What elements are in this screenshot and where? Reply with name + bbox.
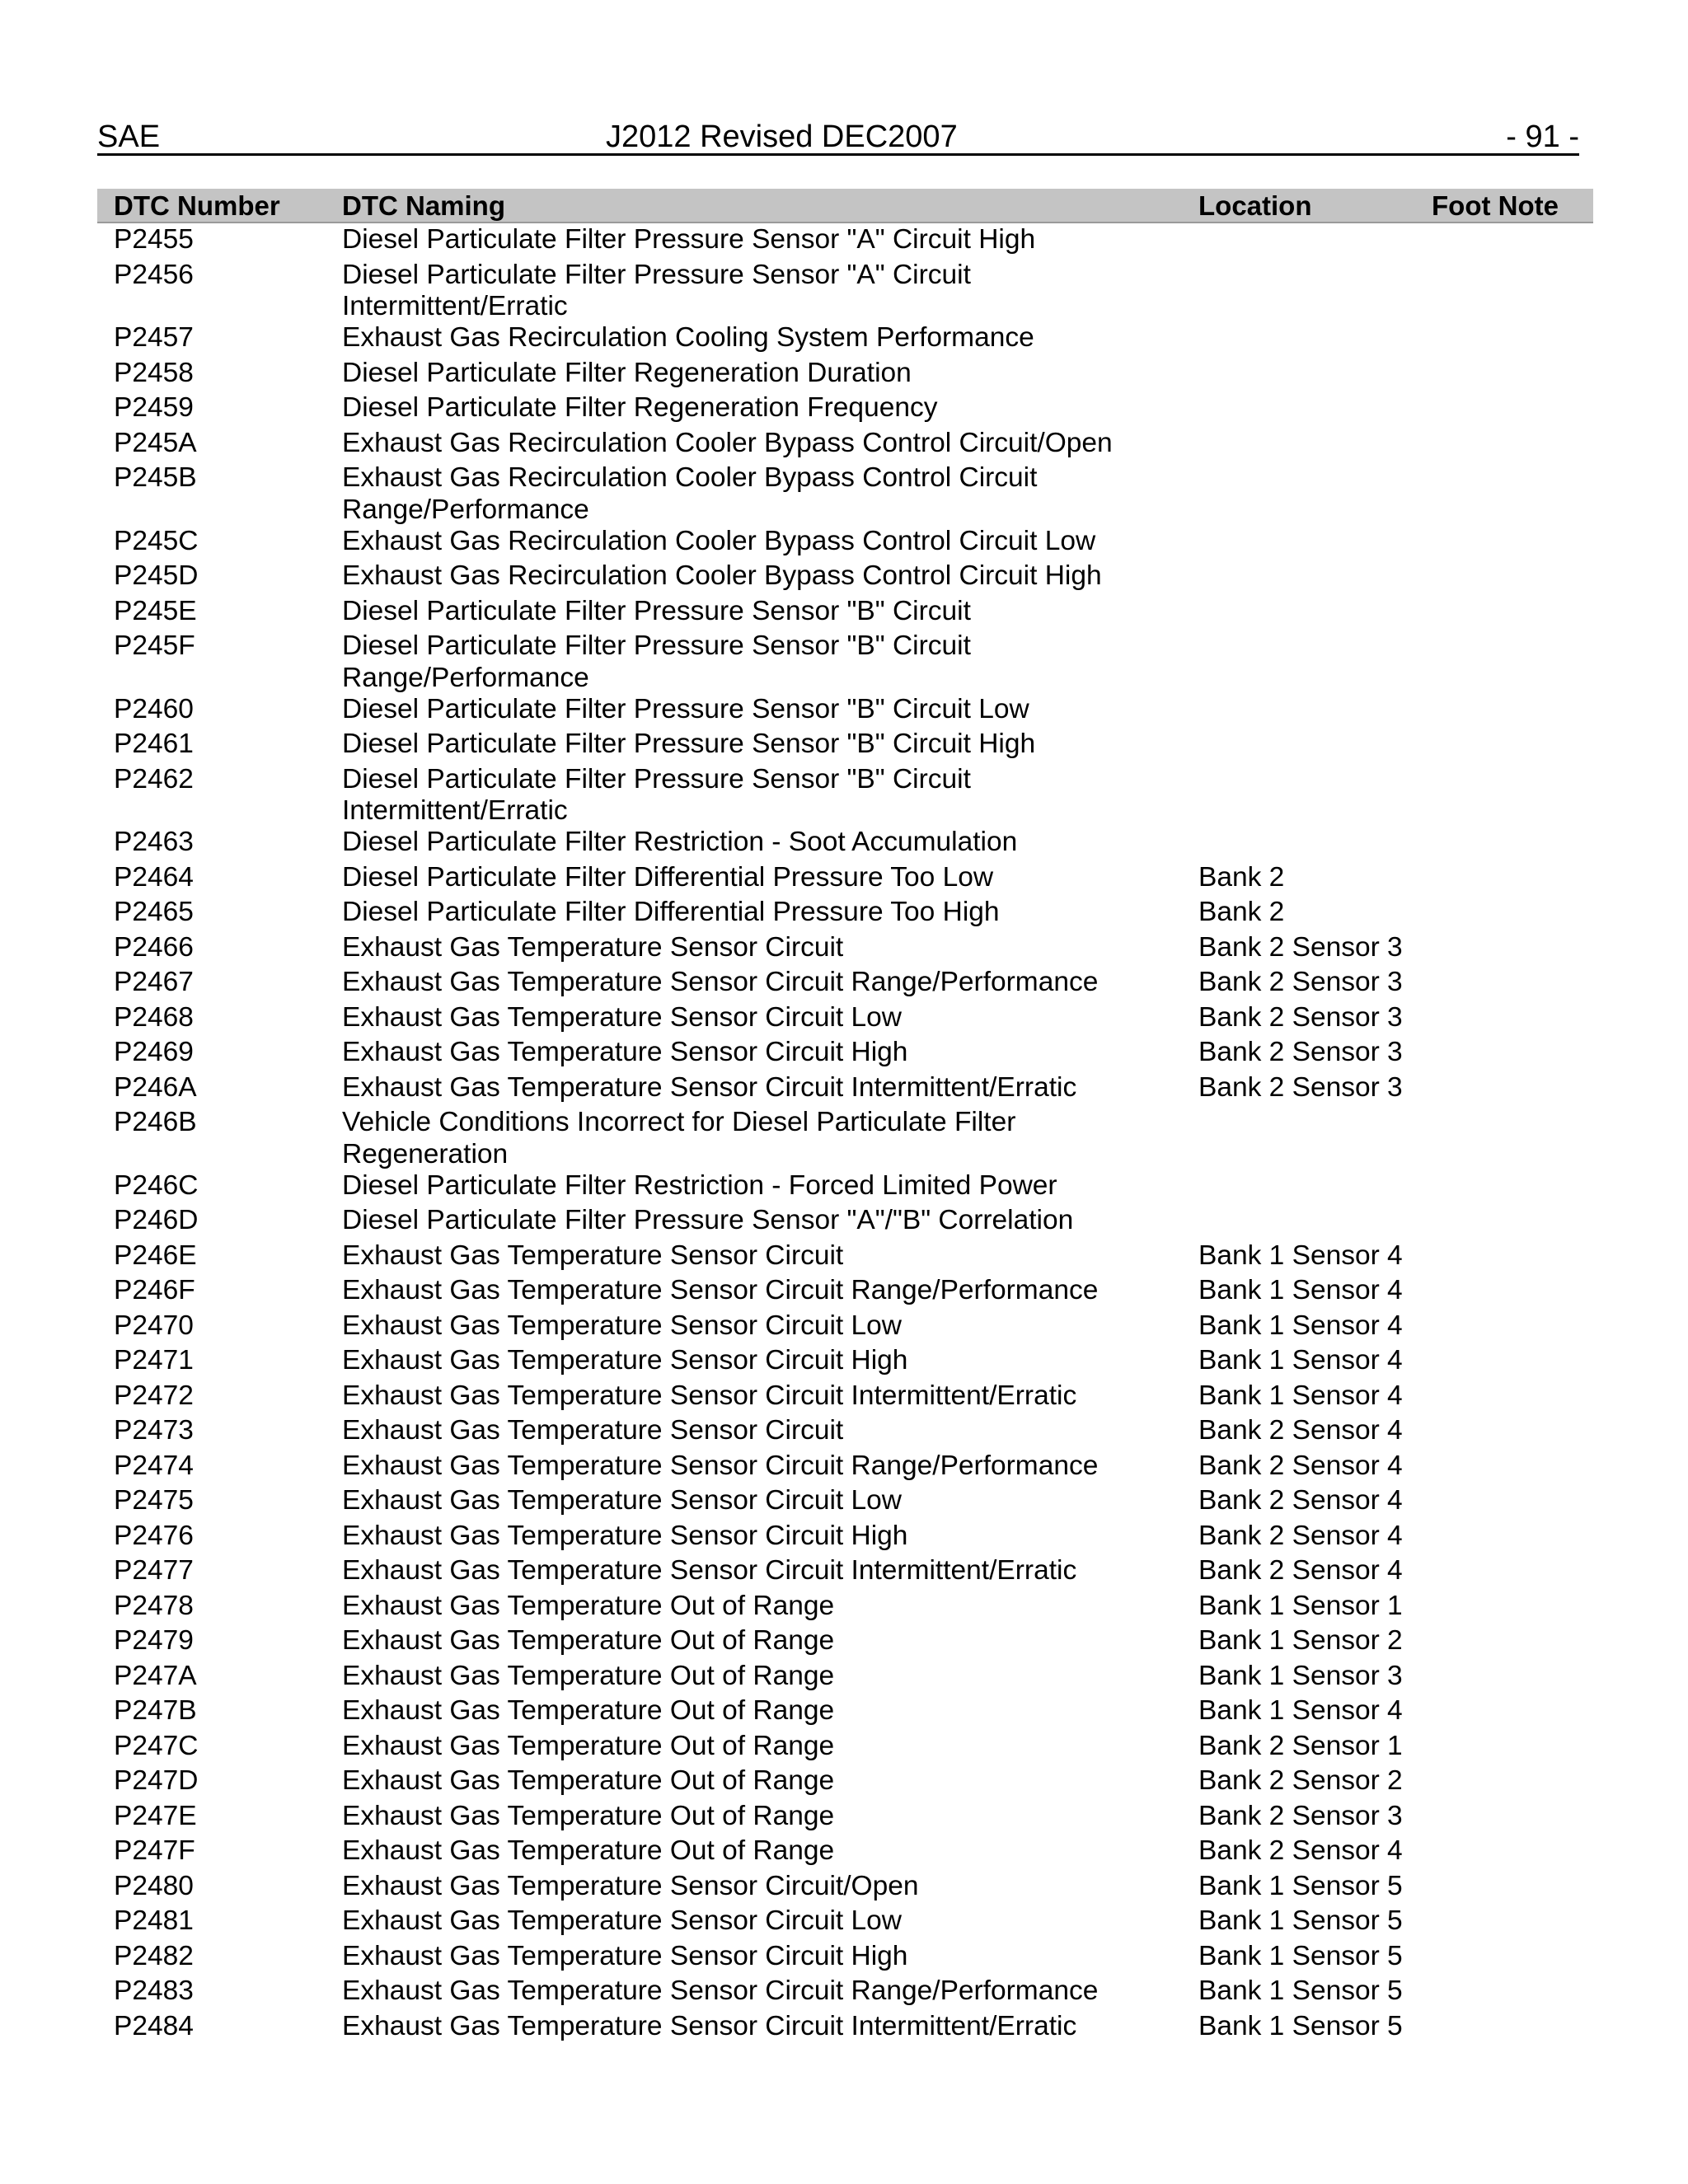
dtc-number-cell: P246D <box>114 1205 199 1235</box>
dtc-naming-cell: Exhaust Gas Temperature Sensor Circuit Range/Performance <box>342 1450 1099 1481</box>
dtc-naming-cell: Exhaust Gas Temperature Sensor Circuit Low <box>342 1485 902 1516</box>
location-cell: Bank 2 Sensor 4 <box>1198 1450 1403 1481</box>
table-row <box>97 462 1593 526</box>
table-row <box>97 1731 1593 1766</box>
dtc-naming-cell: Diesel Particulate Filter Pressure Sensor "B" Circuit Range/Performance <box>342 630 971 693</box>
table-row <box>97 1205 1593 1240</box>
location-cell: Bank 1 Sensor 5 <box>1198 1975 1403 2006</box>
dtc-number-cell: P2466 <box>114 931 194 963</box>
column-header-dtc-number: DTC Number <box>114 190 280 221</box>
dtc-number-cell: P2455 <box>114 224 194 255</box>
dtc-number-cell: P2476 <box>114 1520 194 1551</box>
location-cell: Bank 2 Sensor 4 <box>1198 1485 1403 1516</box>
dtc-number-cell: P2463 <box>114 827 194 857</box>
dtc-number-cell: P2458 <box>114 357 194 388</box>
dtc-naming-cell: Exhaust Gas Temperature Sensor Circuit Low <box>342 1905 902 1936</box>
dtc-number-cell: P2468 <box>114 1001 194 1033</box>
page-number: - 91 - <box>1506 120 1579 154</box>
table-row <box>97 1801 1593 1836</box>
dtc-number-cell: P246F <box>114 1275 195 1305</box>
location-cell: Bank 2 Sensor 3 <box>1198 1001 1403 1033</box>
table-row <box>97 1765 1593 1801</box>
table-row <box>97 1871 1593 1906</box>
table-row <box>97 932 1593 968</box>
dtc-naming-cell: Exhaust Gas Recirculation Cooling System Performance <box>342 322 1034 353</box>
dtc-number-cell: P247B <box>114 1695 197 1726</box>
dtc-number-cell: P245F <box>114 630 195 661</box>
table-row <box>97 1941 1593 1976</box>
dtc-number-cell: P2459 <box>114 392 194 423</box>
dtc-naming-cell: Diesel Particulate Filter Restriction - Soot Accumulation <box>342 827 1018 857</box>
dtc-number-cell: P246B <box>114 1107 197 1137</box>
dtc-number-cell: P2471 <box>114 1345 194 1376</box>
table-row <box>97 1240 1593 1276</box>
location-cell: Bank 2 Sensor 2 <box>1198 1765 1403 1796</box>
dtc-number-cell: P245E <box>114 595 197 626</box>
table-row <box>97 1835 1593 1871</box>
table-row <box>97 1037 1593 1072</box>
dtc-naming-cell: Exhaust Gas Temperature Sensor Circuit Range/Performance <box>342 1275 1099 1305</box>
table-header <box>97 189 1593 223</box>
location-cell: Bank 2 Sensor 4 <box>1198 1415 1403 1446</box>
table-row <box>97 560 1593 596</box>
dtc-number-cell: P246E <box>114 1240 197 1271</box>
location-cell: Bank 2 Sensor 3 <box>1198 1037 1403 1067</box>
dtc-number-cell: P246C <box>114 1169 199 1201</box>
dtc-naming-cell: Diesel Particulate Filter Pressure Sensor "A" Circuit High <box>342 224 1036 255</box>
dtc-number-cell: P245A <box>114 427 197 458</box>
dtc-naming-cell: Diesel Particulate Filter Regeneration Frequency <box>342 392 938 423</box>
location-cell: Bank 1 Sensor 4 <box>1198 1275 1403 1305</box>
dtc-naming-cell: Exhaust Gas Temperature Out of Range <box>342 1660 835 1691</box>
table-row <box>97 1451 1593 1486</box>
dtc-naming-cell: Diesel Particulate Filter Pressure Sensor "B" Circuit Low <box>342 693 1029 724</box>
table-row <box>97 1170 1593 1206</box>
dtc-naming-cell: Exhaust Gas Temperature Sensor Circuit High <box>342 1940 908 1971</box>
dtc-number-cell: P245C <box>114 525 199 556</box>
table-row <box>97 967 1593 1002</box>
location-cell: Bank 1 Sensor 1 <box>1198 1590 1403 1621</box>
dtc-naming-cell: Exhaust Gas Temperature Sensor Circuit <box>342 1415 844 1446</box>
location-cell: Bank 1 Sensor 3 <box>1198 1660 1403 1691</box>
table-row <box>97 1695 1593 1731</box>
table-row <box>97 392 1593 428</box>
dtc-naming-cell: Exhaust Gas Temperature Sensor Circuit/Open <box>342 1870 919 1901</box>
table-row <box>97 694 1593 729</box>
column-header-foot-note: Foot Note <box>1432 190 1559 221</box>
dtc-naming-cell: Exhaust Gas Temperature Out of Range <box>342 1590 835 1621</box>
dtc-naming-cell: Exhaust Gas Temperature Sensor Circuit Low <box>342 1001 902 1033</box>
dtc-naming-cell: Exhaust Gas Temperature Sensor Circuit Intermittent/Erratic <box>342 2010 1077 2041</box>
dtc-naming-cell: Exhaust Gas Temperature Out of Range <box>342 1695 835 1726</box>
table-row <box>97 1555 1593 1591</box>
dtc-naming-cell: Exhaust Gas Temperature Sensor Circuit Low <box>342 1310 902 1341</box>
dtc-number-cell: P247E <box>114 1800 197 1831</box>
dtc-naming-cell: Exhaust Gas Temperature Sensor Circuit Intermittent/Erratic <box>342 1555 1077 1586</box>
dtc-number-cell: P2461 <box>114 729 194 759</box>
location-cell: Bank 2 Sensor 1 <box>1198 1730 1403 1761</box>
dtc-number-cell: P2470 <box>114 1310 194 1341</box>
dtc-naming-cell: Vehicle Conditions Incorrect for Diesel Particulate Filter Regeneration <box>342 1107 1016 1169</box>
location-cell: Bank 1 Sensor 4 <box>1198 1240 1403 1271</box>
dtc-naming-cell: Exhaust Gas Recirculation Cooler Bypass Control Circuit Range/Performance <box>342 462 1038 525</box>
table-row <box>97 2011 1593 2046</box>
table-row <box>97 526 1593 561</box>
table-row <box>97 1591 1593 1626</box>
location-cell: Bank 1 Sensor 5 <box>1198 1940 1403 1971</box>
dtc-naming-cell: Diesel Particulate Filter Pressure Sensor "B" Circuit High <box>342 729 1036 759</box>
location-cell: Bank 2 Sensor 3 <box>1198 1071 1403 1103</box>
dtc-number-cell: P2484 <box>114 2010 194 2041</box>
table-row <box>97 1345 1593 1380</box>
page-header <box>97 115 1579 156</box>
dtc-number-cell: P2478 <box>114 1590 194 1621</box>
dtc-number-cell: P247A <box>114 1660 197 1691</box>
location-cell: Bank 1 Sensor 4 <box>1198 1345 1403 1376</box>
dtc-number-cell: P2482 <box>114 1940 194 1971</box>
dtc-naming-cell: Exhaust Gas Temperature Sensor Circuit <box>342 1240 844 1271</box>
dtc-number-cell: P2462 <box>114 763 194 794</box>
dtc-naming-cell: Diesel Particulate Filter Differential Pressure Too Low <box>342 861 994 893</box>
dtc-naming-cell: Diesel Particulate Filter Pressure Sensor "B" Circuit <box>342 595 971 626</box>
dtc-number-cell: P2469 <box>114 1037 194 1067</box>
dtc-number-cell: P2473 <box>114 1415 194 1446</box>
dtc-naming-cell: Exhaust Gas Temperature Out of Range <box>342 1730 835 1761</box>
dtc-number-cell: P247C <box>114 1730 199 1761</box>
dtc-naming-cell: Diesel Particulate Filter Pressure Sensor "A" Circuit Intermittent/Erratic <box>342 259 971 321</box>
column-header-location: Location <box>1198 190 1312 221</box>
location-cell: Bank 2 <box>1198 861 1285 893</box>
table-row <box>97 1380 1593 1416</box>
location-cell: Bank 2 Sensor 4 <box>1198 1555 1403 1586</box>
location-cell: Bank 2 Sensor 4 <box>1198 1520 1403 1551</box>
table-row <box>97 322 1593 358</box>
table-row <box>97 358 1593 393</box>
dtc-naming-cell: Exhaust Gas Recirculation Cooler Bypass Control Circuit Low <box>342 525 1096 556</box>
dtc-naming-cell: Diesel Particulate Filter Differential Pressure Too High <box>342 897 1000 927</box>
dtc-naming-cell: Exhaust Gas Recirculation Cooler Bypass Control Circuit/Open <box>342 427 1113 458</box>
table-row <box>97 1975 1593 2011</box>
dtc-naming-cell: Exhaust Gas Temperature Sensor Circuit Range/Performance <box>342 967 1099 997</box>
dtc-number-cell: P2475 <box>114 1485 194 1516</box>
dtc-naming-cell: Exhaust Gas Temperature Out of Range <box>342 1625 835 1656</box>
dtc-naming-cell: Exhaust Gas Temperature Out of Range <box>342 1765 835 1796</box>
dtc-number-cell: P2474 <box>114 1450 194 1481</box>
location-cell: Bank 1 Sensor 4 <box>1198 1310 1403 1341</box>
dtc-naming-cell: Exhaust Gas Temperature Sensor Circuit High <box>342 1345 908 1376</box>
table-row <box>97 1310 1593 1346</box>
table-row <box>97 764 1593 827</box>
dtc-number-cell: P2481 <box>114 1905 194 1936</box>
location-cell: Bank 2 Sensor 3 <box>1198 1800 1403 1831</box>
table-row <box>97 1415 1593 1451</box>
location-cell: Bank 2 Sensor 3 <box>1198 931 1403 963</box>
table-row <box>97 1905 1593 1941</box>
table-row <box>97 827 1593 862</box>
location-cell: Bank 2 Sensor 3 <box>1198 967 1403 997</box>
dtc-naming-cell: Exhaust Gas Temperature Sensor Circuit Range/Performance <box>342 1975 1099 2006</box>
dtc-naming-cell: Diesel Particulate Filter Pressure Sensor "B" Circuit Intermittent/Erratic <box>342 763 971 826</box>
dtc-number-cell: P247F <box>114 1835 195 1866</box>
dtc-number-cell: P2464 <box>114 861 194 893</box>
dtc-naming-cell: Exhaust Gas Temperature Sensor Circuit High <box>342 1520 908 1551</box>
table-row <box>97 862 1593 898</box>
dtc-number-cell: P2483 <box>114 1975 194 2006</box>
table-row <box>97 260 1593 323</box>
table-row <box>97 1275 1593 1310</box>
table-row <box>97 1107 1593 1170</box>
table-row <box>97 1625 1593 1661</box>
dtc-number-cell: P245B <box>114 462 197 493</box>
table-row <box>97 596 1593 631</box>
table-row <box>97 224 1593 260</box>
dtc-number-cell: P245D <box>114 560 199 591</box>
dtc-naming-cell: Exhaust Gas Temperature Sensor Circuit Intermittent/Erratic <box>342 1380 1077 1411</box>
dtc-number-cell: P2460 <box>114 693 194 724</box>
dtc-naming-cell: Exhaust Gas Temperature Out of Range <box>342 1800 835 1831</box>
location-cell: Bank 1 Sensor 2 <box>1198 1625 1403 1656</box>
dtc-naming-cell: Diesel Particulate Filter Pressure Sensor "A"/"B" Correlation <box>342 1205 1074 1235</box>
dtc-number-cell: P2477 <box>114 1555 194 1586</box>
table-row <box>97 1072 1593 1108</box>
location-cell: Bank 1 Sensor 5 <box>1198 1905 1403 1936</box>
dtc-number-cell: P246A <box>114 1071 197 1103</box>
dtc-naming-cell: Exhaust Gas Recirculation Cooler Bypass Control Circuit High <box>342 560 1102 591</box>
dtc-number-cell: P2479 <box>114 1625 194 1656</box>
dtc-number-cell: P247D <box>114 1765 199 1796</box>
column-header-dtc-naming: DTC Naming <box>342 190 505 221</box>
table-row <box>97 1661 1593 1696</box>
header-org: SAE <box>97 120 161 154</box>
dtc-number-cell: P2465 <box>114 897 194 927</box>
table-row <box>97 897 1593 932</box>
location-cell: Bank 1 Sensor 4 <box>1198 1380 1403 1411</box>
dtc-table-body <box>97 224 1593 2046</box>
location-cell: Bank 2 <box>1198 897 1285 927</box>
location-cell: Bank 1 Sensor 5 <box>1198 1870 1403 1901</box>
table-row <box>97 1521 1593 1556</box>
location-cell: Bank 2 Sensor 4 <box>1198 1835 1403 1866</box>
dtc-number-cell: P2457 <box>114 322 194 353</box>
location-cell: Bank 1 Sensor 4 <box>1198 1695 1403 1726</box>
dtc-number-cell: P2480 <box>114 1870 194 1901</box>
dtc-naming-cell: Exhaust Gas Temperature Sensor Circuit Intermittent/Erratic <box>342 1071 1077 1103</box>
table-row <box>97 1002 1593 1038</box>
location-cell: Bank 1 Sensor 5 <box>1198 2010 1403 2041</box>
dtc-naming-cell: Diesel Particulate Filter Restriction - Forced Limited Power <box>342 1169 1057 1201</box>
dtc-naming-cell: Exhaust Gas Temperature Sensor Circuit <box>342 931 844 963</box>
dtc-naming-cell: Exhaust Gas Temperature Sensor Circuit High <box>342 1037 908 1067</box>
table-row <box>97 1485 1593 1521</box>
table-row <box>97 428 1593 463</box>
table-row <box>97 729 1593 764</box>
dtc-number-cell: P2472 <box>114 1380 194 1411</box>
dtc-number-cell: P2456 <box>114 259 194 290</box>
table-row <box>97 630 1593 694</box>
dtc-naming-cell: Diesel Particulate Filter Regeneration Duration <box>342 357 912 388</box>
dtc-naming-cell: Exhaust Gas Temperature Out of Range <box>342 1835 835 1866</box>
header-document-id: J2012 Revised DEC2007 <box>606 120 958 154</box>
dtc-number-cell: P2467 <box>114 967 194 997</box>
